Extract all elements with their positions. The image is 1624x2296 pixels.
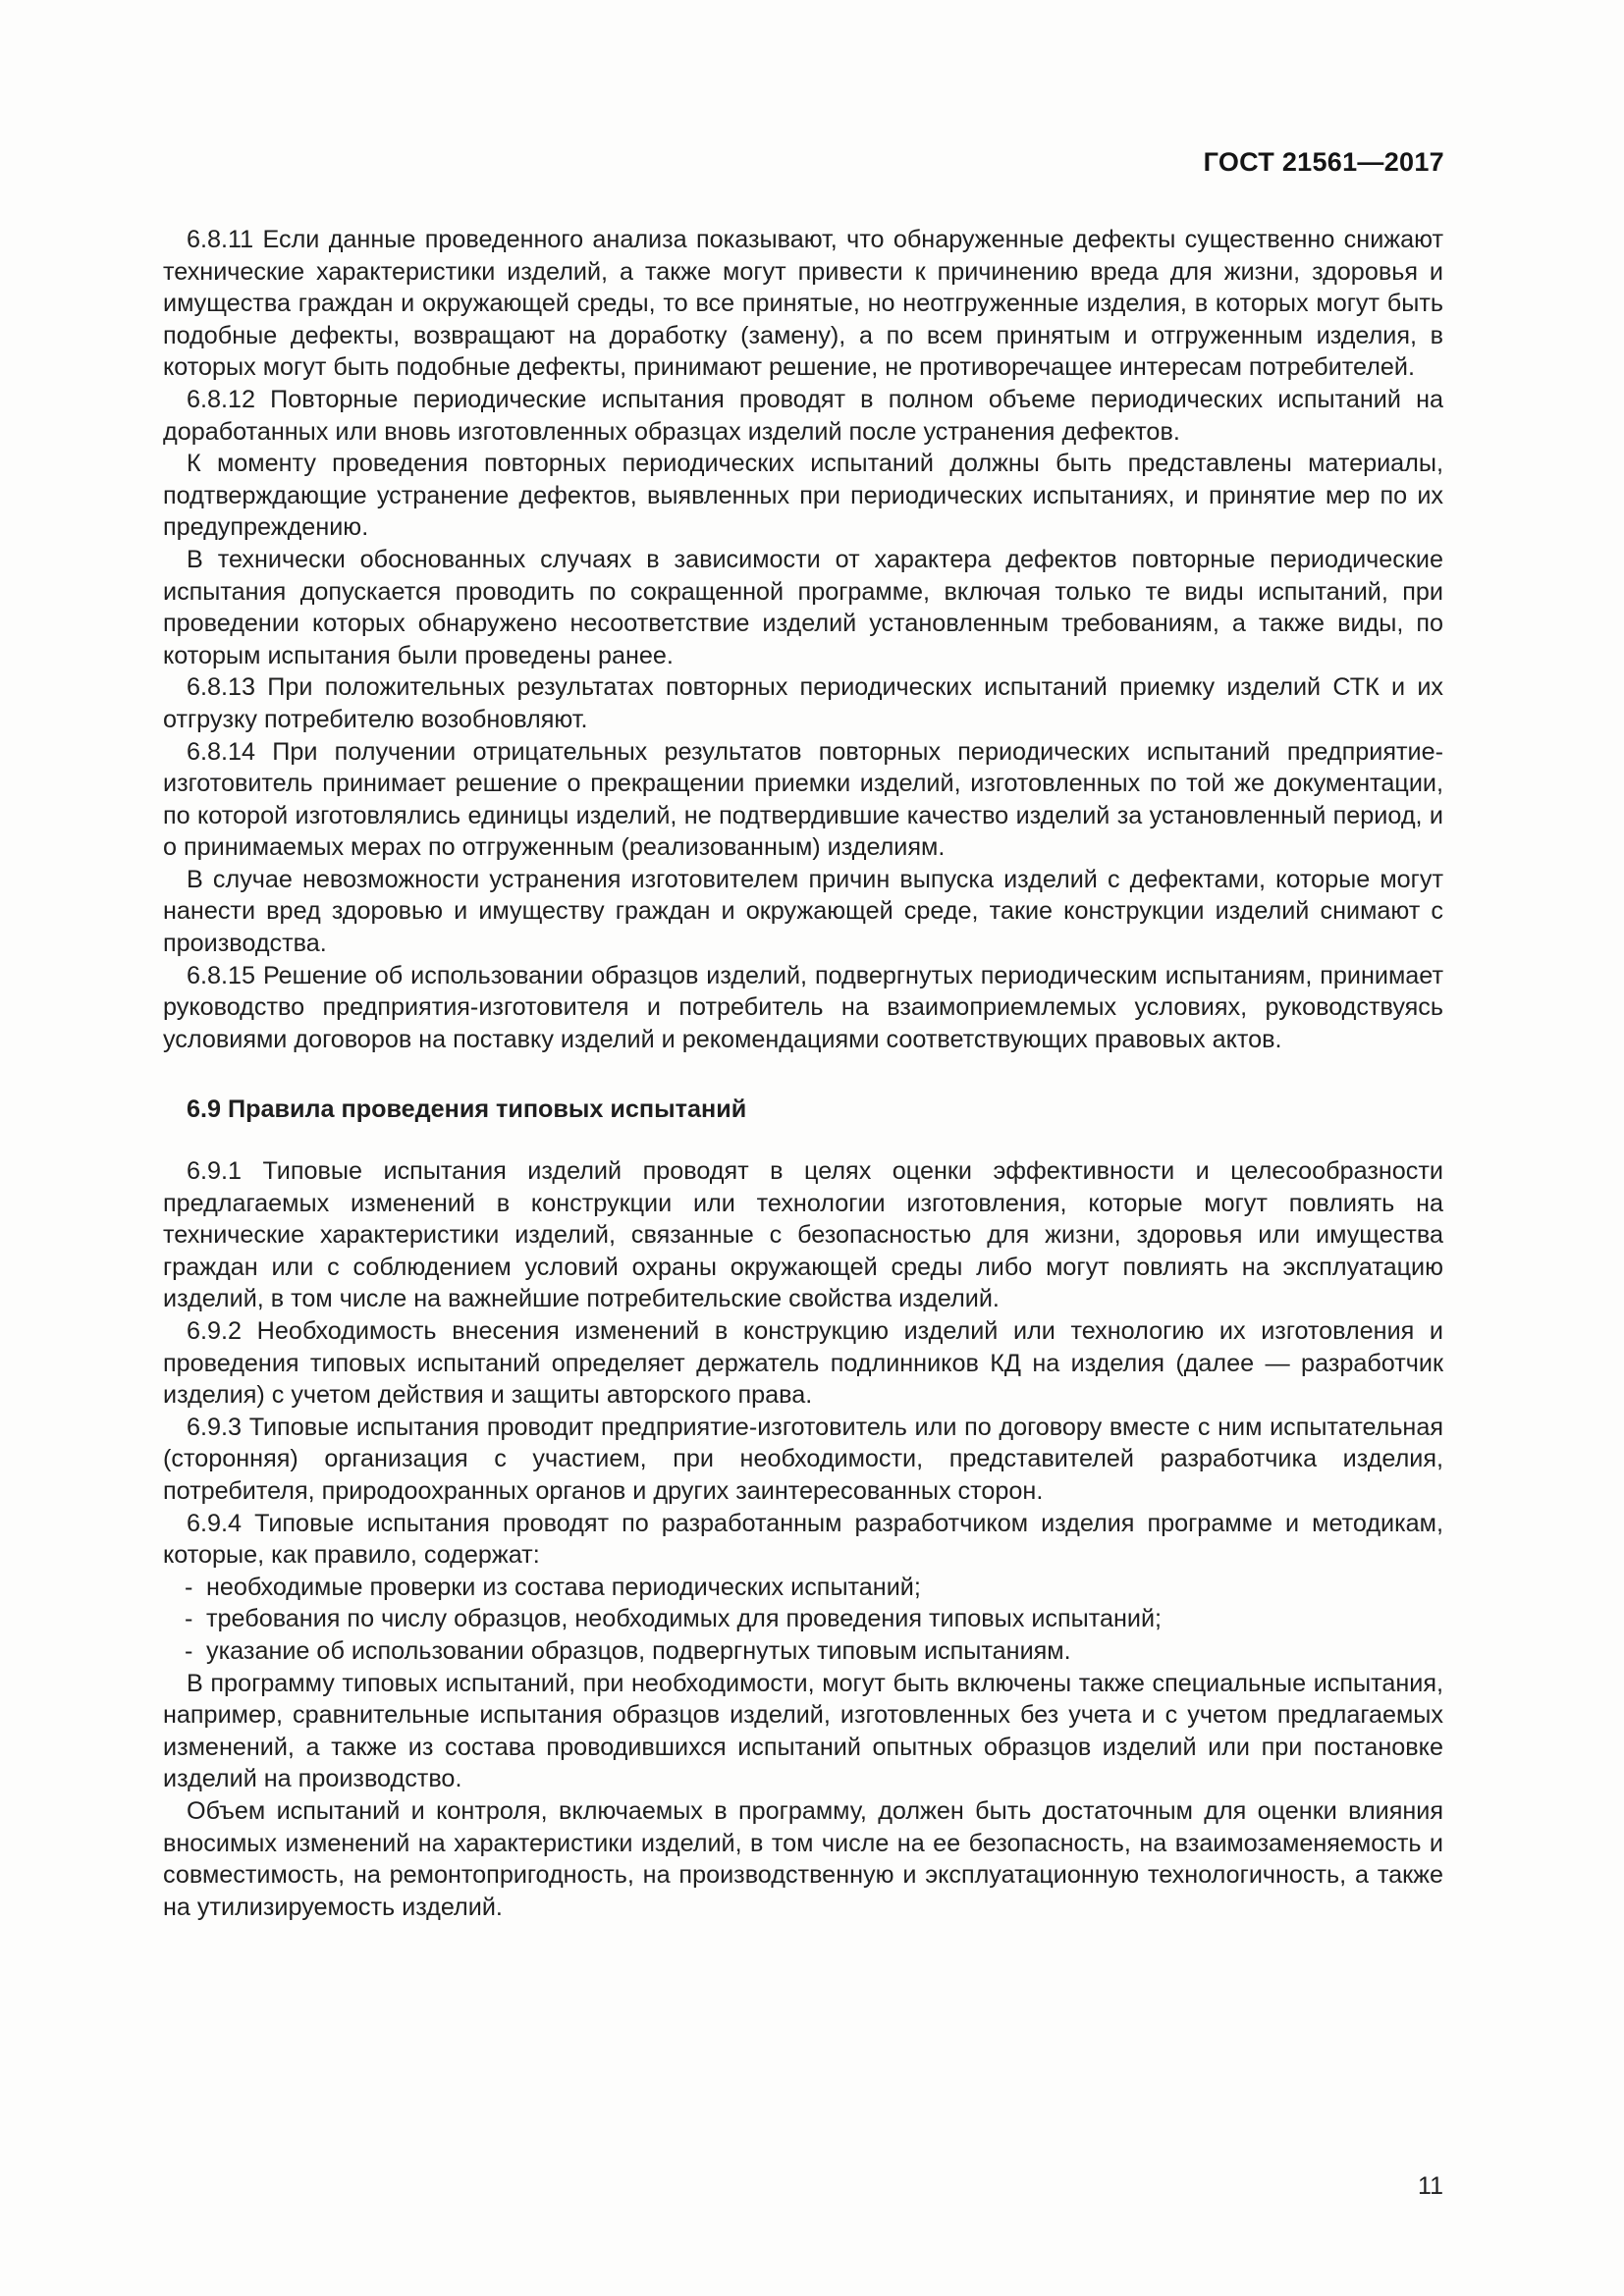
list-dash: - <box>185 1573 193 1601</box>
paragraph-repeat-materials: К моменту проведения повторных периодических испытаний должны быть представлены материалы, подтверждающие устранение дефектов, выявленных при периодических испытаниях, и принятие мер по их предупреждению. <box>163 450 1443 542</box>
paragraph-6-8-12: 6.8.12 Повторные периодические испытания проводят в полном объеме периодических испытаний на доработанных или вновь изготовленных образцах изделий после устранения дефектов. <box>163 385 1443 446</box>
list-dash: - <box>185 1605 193 1633</box>
page-number: 11 <box>1418 2172 1443 2200</box>
document-header-id: ГОСТ 21561—2017 <box>1203 147 1444 177</box>
list-item <box>163 1603 1443 1635</box>
paragraph-reduced-program: В технически обоснованных случаях в зависимости от характера дефектов повторные периодические испытания допускается проводить по сокращенной программе, включая только те виды испытаний, при проведении которых обнаружено несоответствие изделий установленным требованиям, а также виды, по которым испытания были проведены ранее. <box>163 545 1443 669</box>
paragraph-6-8-13: 6.8.13 При положительных результатах повторных периодических испытаний приемку изделий СТК и их отгрузку потребителю возобновляют. <box>163 673 1443 733</box>
list-item <box>163 1572 1443 1604</box>
paragraph-special-tests: В программу типовых испытаний, при необходимости, могут быть включены также специальные испытания, например, сравнительные испытания образцов изделий, изготовленных без учета и с учетом предлагаемых изменений, а также из состава проводившихся испытаний опытных образцов изделий или при постановке изделий на производство. <box>163 1669 1443 1793</box>
list-item-text: указание об использовании образцов, подвергнутых типовым испытаниям. <box>206 1636 1071 1665</box>
paragraph-6-9-3: 6.9.3 Типовые испытания проводит предприятие-изготовитель или по договору вместе с ним испытательная (сторонняя) организация с участием, при необходимости, представителей разработчика изделия, потребителя, природоохранных органов и других заинтересованных сторон. <box>163 1413 1443 1505</box>
list-item <box>163 1635 1443 1668</box>
paragraph-6-9-1: 6.9.1 Типовые испытания изделий проводят в целях оценки эффективности и целесообразности предлагаемых изменений в конструкции или технологии изготовления, которые могут повлиять на технические характеристики изделий, связанные с безопасностью для жизни, здоровья или имущества граждан или с соблюдением условий охраны окружающей среды либо могут повлиять на эксплуатацию изделий, в том числе на важнейшие потребительские свойства изделий. <box>163 1157 1443 1313</box>
paragraph-test-scope: Объем испытаний и контроля, включаемых в программу, должен быть достаточным для оценки влияния вносимых изменений на характеристики изделий, в том числе на ее безопасность, на взаимозаменяемость и совместимость, на ремонтопригодность, на производственную и эксплуатационную технологичность, а также на утилизируемость изделий. <box>163 1796 1443 1921</box>
paragraph-6-9-4: 6.9.4 Типовые испытания проводят по разработанным разработчиком изделия программе и методикам, которые, как правило, содержат: <box>163 1509 1443 1570</box>
paragraph-6-8-14: 6.8.14 При получении отрицательных результатов повторных периодических испытаний предприятие-изготовитель принимает решение о прекращении приемки изделий, изготовленных по той же документации, по которой изготовлялись единицы изделий, не подтвердившие качество изделий за установленный период, и о принимаемых мерах по отгруженным (реализованным) изделиям. <box>163 737 1443 862</box>
paragraph-6-8-15: 6.8.15 Решение об использовании образцов изделий, подвергнутых периодическим испытаниям, принимает руководство предприятия-изготовителя и потребитель на взаимоприемлемых условиях, руководствуясь условиями договоров на поставку изделий и рекомендациями соответствующих правовых актов. <box>163 961 1443 1053</box>
test-program-list <box>163 1572 1443 1668</box>
list-item-text: необходимые проверки из состава периодических испытаний; <box>206 1573 921 1601</box>
paragraph-6-8-11: 6.8.11 Если данные проведенного анализа показывают, что обнаруженные дефекты существенно снижают технические характеристики изделий, а также могут привести к причинению вреда для жизни, здоровья и имущества граждан и окружающей среды, то все принятые, но неотгруженные изделия, в которых могут быть подобные дефекты, возвращают на доработку (замену), а по всем принятым и отгруженным изделия, в которых могут быть подобные дефекты, принимают решение, не противоречащее интересам потребителей. <box>163 226 1443 382</box>
paragraph-6-9-2: 6.9.2 Необходимость внесения изменений в конструкцию изделий или технологию их изготовления и проведения типовых испытаний определяет держатель подлинников КД на изделия (далее — разработчик изделия) с учетом действия и защиты авторского права. <box>163 1317 1443 1410</box>
paragraph-defect-removal: В случае невозможности устранения изготовителем причин выпуска изделий с дефектами, которые могут нанести вред здоровью и имуществу граждан и окружающей среде, такие конструкции изделий снимают с производства. <box>163 865 1443 958</box>
list-dash: - <box>185 1636 193 1665</box>
document-body <box>163 224 1443 1923</box>
section-heading-6-9: 6.9 Правила проведения типовых испытаний <box>187 1095 747 1124</box>
list-item-text: требования по числу образцов, необходимых для проведения типовых испытаний; <box>206 1605 1163 1633</box>
